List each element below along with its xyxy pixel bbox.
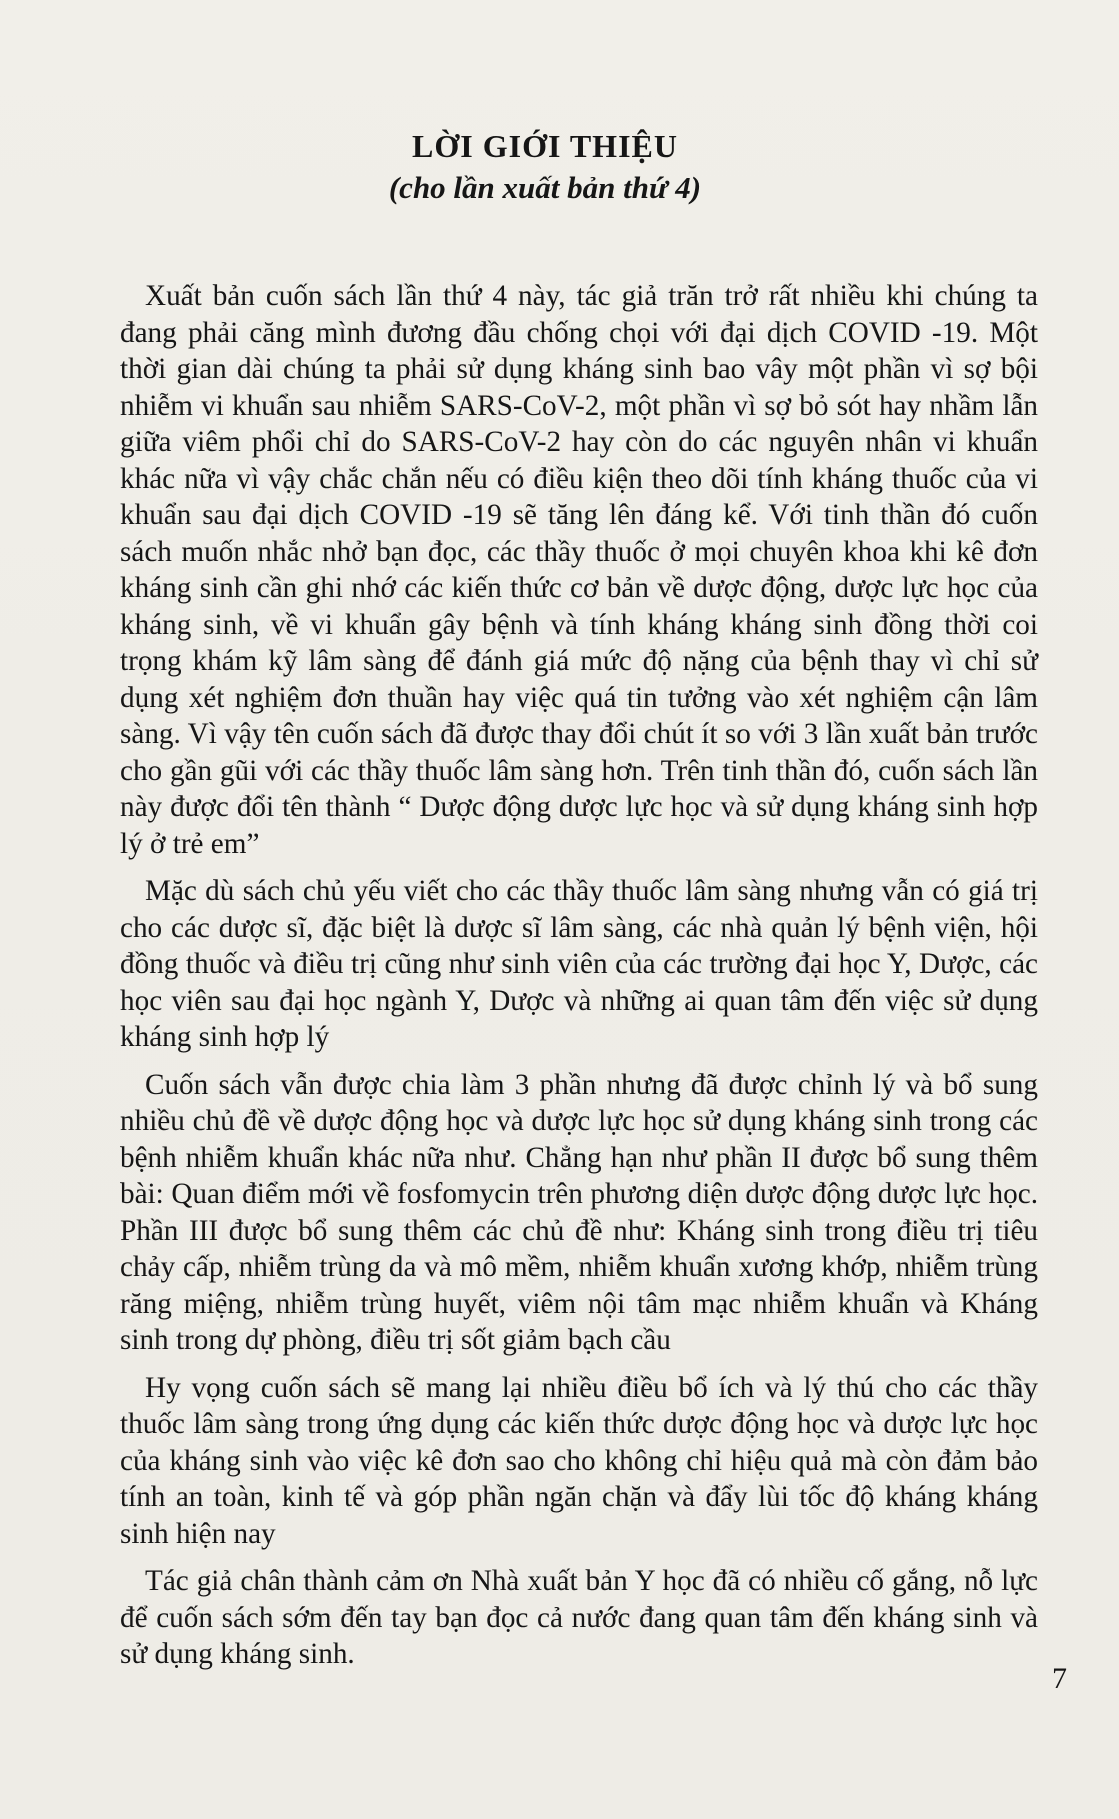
paragraph: Mặc dù sách chủ yếu viết cho các thầy thuốc lâm sàng nhưng vẫn có giá trị cho các dược sĩ, đặc biệt là dược sĩ lâm sàng, các nhà quản lý bệnh viện, hội đồng thuốc và điều trị cũng như sinh viên của các trường đại học Y, Dược, các học viên sau đại học ngành Y, Dược và những ai quan tâm đến việc sử dụng kháng sinh hợp lý <box>120 875 1038 1053</box>
page-number: 7 <box>1052 1662 1067 1695</box>
paragraph: Tác giả chân thành cảm ơn Nhà xuất bản Y học đã có nhiều cố gắng, nỗ lực để cuốn sách sớm đến tay bạn đọc cả nước đang quan tâm đến kháng sinh và sử dụng kháng sinh. <box>120 1565 1038 1670</box>
paragraph: Cuốn sách vẫn được chia làm 3 phần nhưng đã được chỉnh lý và bổ sung nhiều chủ đề về dược động học và dược lực học sử dụng kháng sinh trong các bệnh nhiễm khuẩn khác nữa như. Chẳng hạn như phần II được bổ sung thêm bài: Quan điểm mới về fosfomycin trên phương diện dược động dược lực học. Phần III được bổ sung thêm các chủ đề như: Kháng sinh trong điều trị tiêu chảy cấp, nhiễm trùng da và mô mềm, nhiễm khuẩn xương khớp, nhiễm trùng răng miệng, nhiễm trùng huyết, viêm nội tâm mạc nhiễm khuẩn và Kháng sinh trong dự phòng, điều trị sốt giảm bạch cầu <box>120 1068 1038 1356</box>
paragraph: Hy vọng cuốn sách sẽ mang lại nhiều điều bổ ích và lý thú cho các thầy thuốc lâm sàng trong ứng dụng các kiến thức dược động học và dược lực học của kháng sinh vào việc kê đơn sao cho không chỉ hiệu quả mà còn đảm bảo tính an toàn, kinh tế và góp phần ngăn chặn và đẩy lùi tốc độ kháng kháng sinh hiện nay <box>120 1371 1038 1550</box>
heading-block <box>0 126 1090 208</box>
page-title: LỜI GIỚI THIỆU <box>412 128 678 164</box>
paragraph: Xuất bản cuốn sách lần thứ 4 này, tác giả trăn trở rất nhiều khi chúng ta đang phải căng mình đương đầu chống chọi với đại dịch COVID -19. Một thời gian dài chúng ta phải sử dụng kháng sinh bao vây một phần vì sợ bội nhiễm vi khuẩn sau nhiễm SARS-CoV-2, một phần vì sợ bỏ sót hay nhầm lẫn giữa viêm phổi chỉ do SARS-CoV-2 hay còn do các nguyên nhân vi khuẩn khác nữa vì vậy chắc chắn nếu có điều kiện theo dõi tính kháng thuốc của vi khuẩn sau đại dịch COVID -19 sẽ tăng lên đáng kể. Với tinh thần đó cuốn sách muốn nhắc nhở bạn đọc, các thầy thuốc ở mọi chuyên khoa khi kê đơn kháng sinh cần ghi nhớ các kiến thức cơ bản về dược động, dược lực học của kháng sinh, về vi khuẩn gây bệnh và tính kháng kháng sinh đồng thời coi trọng khám kỹ lâm sàng để đánh giá mức độ nặng của bệnh thay vì chỉ sử dụng xét nghiệm đơn thuần hay việc quá tin tưởng vào xét nghiệm cận lâm sàng. Vì vậy tên cuốn sách đã được thay đổi chút ít so với 3 lần xuất bản trước cho gần gũi với các thầy thuốc lâm sàng hơn. Trên tinh thần đó, cuốn sách lần này được đổi tên thành “ Dược động dược lực học và sử dụng kháng sinh hợp lý ở trẻ em” <box>120 280 1038 860</box>
body-text <box>120 278 1038 1684</box>
page-subtitle: (cho lần xuất bản thứ 4) <box>388 170 702 205</box>
